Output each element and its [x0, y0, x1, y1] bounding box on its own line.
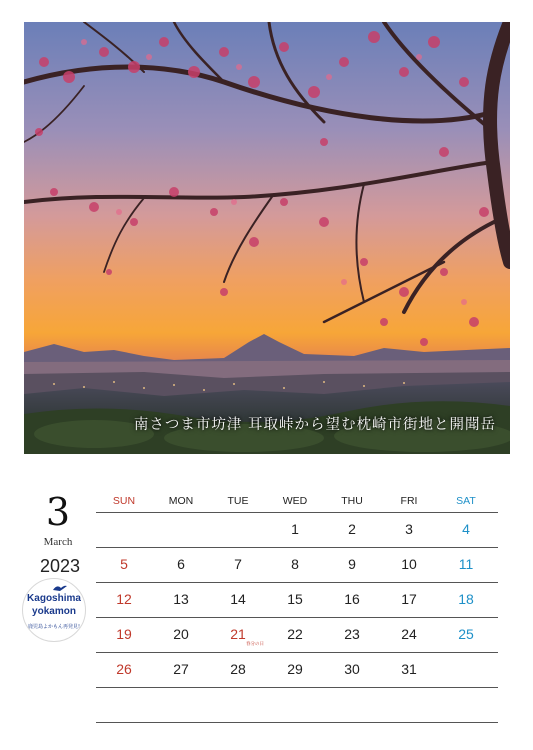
day-cell-26: 26	[116, 661, 132, 677]
day-cell-30: 30	[344, 661, 360, 677]
day-cell-28: 28	[230, 661, 246, 677]
day-cell-17: 17	[401, 591, 417, 607]
sunset-landscape-image	[24, 22, 510, 454]
logo-title: Kagoshima	[27, 593, 81, 604]
day-cell-29: 29	[287, 661, 303, 677]
weekday-sun: SUN	[112, 495, 136, 507]
day-cell-19: 19	[116, 626, 132, 642]
day-cell-10: 10	[401, 556, 417, 572]
kagoshima-yokamon-logo	[22, 578, 86, 642]
day-cell-20: 20	[173, 626, 189, 642]
week-row	[96, 583, 498, 618]
week-row	[96, 548, 498, 583]
weekday-fri: FRI	[400, 495, 418, 507]
day-cell-24: 24	[401, 626, 417, 642]
day-cell-25: 25	[458, 626, 474, 642]
logo-tagline: 鹿児島よかもん再発見!	[27, 624, 80, 630]
weekday-tue: TUE	[227, 495, 249, 507]
day-cell-21: 21 春分の日	[230, 626, 264, 647]
holiday-label: 春分の日	[246, 642, 264, 647]
day-cell-1: 1	[291, 521, 299, 537]
day-cell-7: 7	[234, 556, 242, 572]
day-cell-27: 27	[173, 661, 189, 677]
day-cell-12: 12	[116, 591, 132, 607]
logo-subtitle: yokamon	[32, 606, 76, 617]
weekday-sat: SAT	[456, 495, 476, 507]
day-cell-18: 18	[458, 591, 474, 607]
day-cell-5: 5	[120, 556, 128, 572]
week-row	[96, 653, 498, 688]
calendar-photo	[24, 22, 510, 454]
bird-icon	[53, 584, 67, 592]
day-cell-11: 11	[458, 556, 474, 572]
calendar-grid	[96, 492, 498, 723]
day-cell-4: 4	[462, 521, 470, 537]
day-cell-9: 9	[348, 556, 356, 572]
month-number: 3	[45, 490, 71, 534]
day-cell-2: 2	[348, 521, 356, 537]
day-cell-31: 31	[401, 661, 417, 677]
month-name: March	[43, 536, 73, 548]
day-cell-14: 14	[230, 591, 246, 607]
day-cell-13: 13	[173, 591, 189, 607]
day-cell-22: 22	[287, 626, 303, 642]
day-cell-3: 3	[405, 521, 413, 537]
week-row	[96, 513, 498, 548]
day-cell-8: 8	[291, 556, 299, 572]
year: 2023	[39, 556, 81, 576]
weekday-header	[96, 492, 498, 513]
day-cell-15: 15	[287, 591, 303, 607]
weekday-thu: THU	[341, 495, 363, 507]
weekday-mon: MON	[168, 495, 194, 507]
week-row	[96, 618, 498, 653]
week-row	[96, 688, 498, 723]
day-cell-23: 23	[344, 626, 360, 642]
day-cell-16: 16	[344, 591, 360, 607]
photo-caption: 南さつま市坊津 耳取峠から望む枕崎市街地と開聞岳	[133, 417, 496, 433]
day-cell-6: 6	[177, 556, 185, 572]
weekday-wed: WED	[282, 495, 308, 507]
